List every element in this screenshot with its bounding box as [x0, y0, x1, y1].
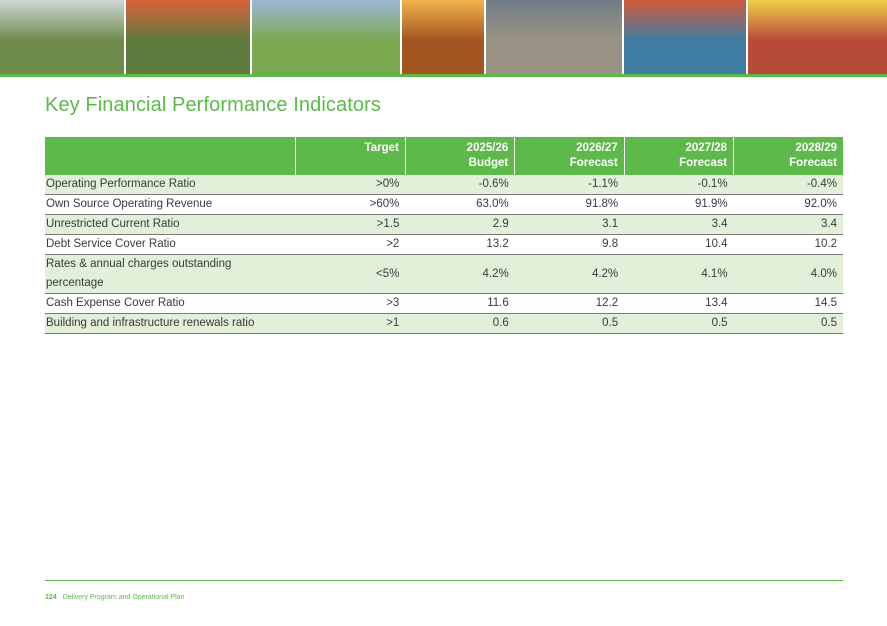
footer-divider — [45, 580, 843, 581]
target-cell: >60% — [296, 195, 405, 215]
indicator-cell: Rates & annual charges outstanding percentage — [45, 255, 296, 294]
document-title: Delivery Program and Operational Plan — [62, 594, 185, 601]
lunar-festival-photo — [748, 0, 887, 74]
value-2027-28-cell: 3.4 — [624, 215, 733, 235]
table-row — [45, 255, 843, 294]
value-2028-29-cell: 4.0% — [734, 255, 843, 294]
banner-divider — [0, 74, 887, 77]
value-2027-28-cell: 13.4 — [624, 294, 733, 314]
page-number: 124 — [45, 594, 57, 601]
value-2028-29-cell: 0.5 — [734, 314, 843, 334]
value-2026-27-cell: 0.5 — [515, 314, 624, 334]
table-row — [45, 294, 843, 314]
indicator-cell: Own Source Operating Revenue — [45, 195, 296, 215]
target-cell: <5% — [296, 255, 405, 294]
table-row — [45, 215, 843, 235]
indicator-cell: Cash Expense Cover Ratio — [45, 294, 296, 314]
table-row — [45, 195, 843, 215]
value-2025-26-cell: 13.2 — [405, 235, 514, 255]
value-2027-28-cell: 10.4 — [624, 235, 733, 255]
dog-agility-photo — [126, 0, 250, 74]
table-row — [45, 314, 843, 334]
kpi-table-body — [45, 175, 843, 334]
indicator-cell: Unrestricted Current Ratio — [45, 215, 296, 235]
river-kayaks-photo — [624, 0, 746, 74]
header-2028-29: 2028/29 Forecast — [734, 137, 843, 175]
target-cell: >3 — [296, 294, 405, 314]
header-indicator — [45, 137, 296, 175]
target-cell: >1 — [296, 314, 405, 334]
street-shops-photo — [486, 0, 622, 74]
table-row — [45, 235, 843, 255]
photo-banner — [0, 0, 887, 74]
value-2028-29-cell: 92.0% — [734, 195, 843, 215]
value-2028-29-cell: -0.4% — [734, 175, 843, 195]
value-2027-28-cell: -0.1% — [624, 175, 733, 195]
table-header-row — [45, 137, 843, 175]
value-2026-27-cell: 9.8 — [515, 235, 624, 255]
value-2028-29-cell: 14.5 — [734, 294, 843, 314]
park-pavilion-photo — [0, 0, 124, 74]
value-2025-26-cell: 63.0% — [405, 195, 514, 215]
kpi-table — [45, 137, 843, 334]
header-2026-27: 2026/27 Forecast — [515, 137, 624, 175]
value-2025-26-cell: 2.9 — [405, 215, 514, 235]
value-2025-26-cell: 11.6 — [405, 294, 514, 314]
value-2027-28-cell: 0.5 — [624, 314, 733, 334]
header-2027-28: 2027/28 Forecast — [624, 137, 733, 175]
value-2026-27-cell: 4.2% — [515, 255, 624, 294]
outdoor-yoga-photo — [252, 0, 400, 74]
value-2026-27-cell: 3.1 — [515, 215, 624, 235]
indicator-cell: Debt Service Cover Ratio — [45, 235, 296, 255]
value-2027-28-cell: 91.9% — [624, 195, 733, 215]
value-2026-27-cell: 12.2 — [515, 294, 624, 314]
kookaburra-sunset-photo — [402, 0, 484, 74]
indicator-cell: Operating Performance Ratio — [45, 175, 296, 195]
header-2025-26: 2025/26 Budget — [405, 137, 514, 175]
indicator-cell: Building and infrastructure renewals ratio — [45, 314, 296, 334]
value-2025-26-cell: 0.6 — [405, 314, 514, 334]
target-cell: >2 — [296, 235, 405, 255]
header-target: Target — [296, 137, 405, 175]
value-2026-27-cell: 91.8% — [515, 195, 624, 215]
value-2025-26-cell: -0.6% — [405, 175, 514, 195]
target-cell: >1.5 — [296, 215, 405, 235]
table-row — [45, 175, 843, 195]
page-footer — [45, 594, 184, 601]
target-cell: >0% — [296, 175, 405, 195]
value-2025-26-cell: 4.2% — [405, 255, 514, 294]
page-title: Key Financial Performance Indicators — [45, 94, 381, 116]
value-2028-29-cell: 3.4 — [734, 215, 843, 235]
value-2026-27-cell: -1.1% — [515, 175, 624, 195]
value-2027-28-cell: 4.1% — [624, 255, 733, 294]
value-2028-29-cell: 10.2 — [734, 235, 843, 255]
